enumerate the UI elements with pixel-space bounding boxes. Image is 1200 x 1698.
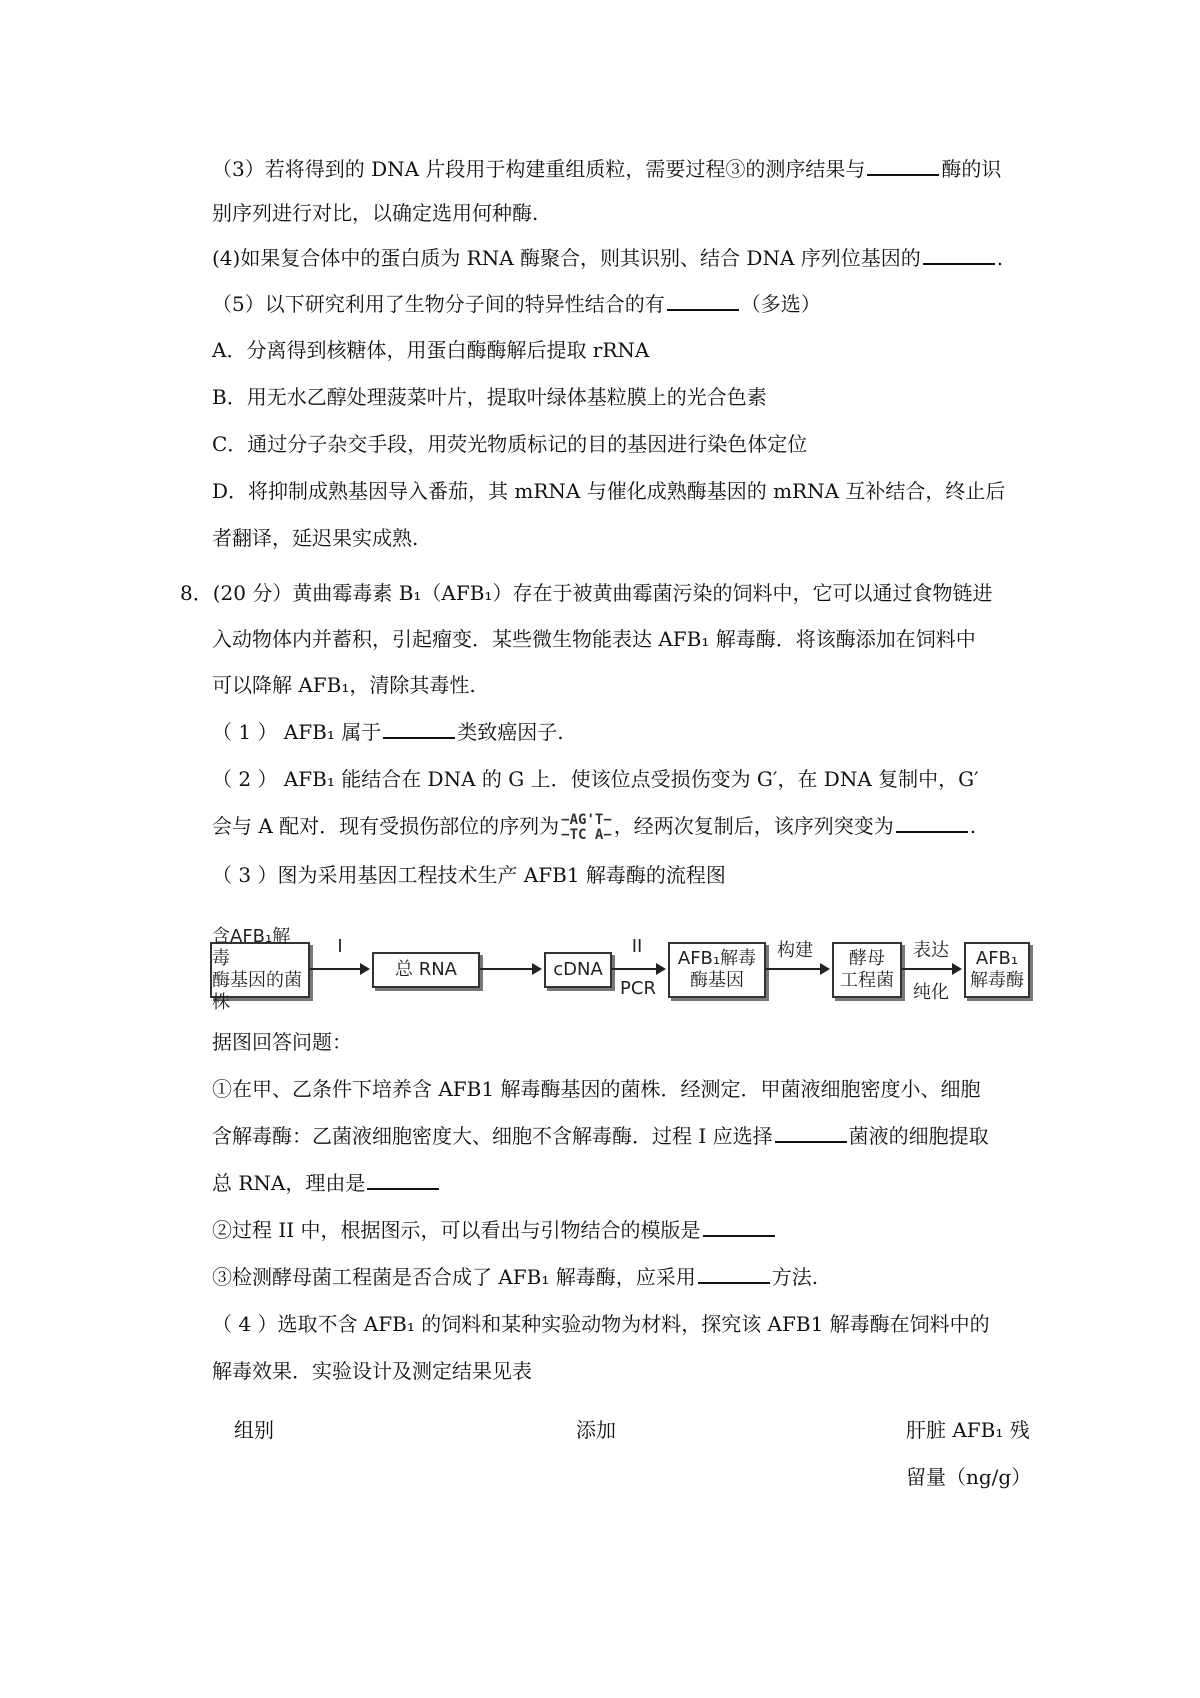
- flow-box-detox-enzyme: [964, 942, 1030, 998]
- flow-arrow-1-label: I: [337, 936, 343, 957]
- q8-c3-text-b: 方法.: [771, 1265, 819, 1289]
- answer-intro-line: [212, 1027, 352, 1057]
- answer-blank[interactable]: [383, 719, 455, 739]
- answer-blank[interactable]: [698, 1264, 770, 1284]
- q7-part4-end: .: [996, 246, 1004, 270]
- q8-intro-line3: [212, 670, 476, 700]
- flow-arrow-3: [612, 968, 664, 970]
- table-header-residue-line2: [906, 1462, 1031, 1492]
- flow-box-yeast-strain: [832, 942, 902, 998]
- q8-intro-text-1: 8．(20 分）黄曲霉毒素 B₁（AFB₁）存在于被黄曲霉菌污染的饲料中，它可以通过食物链进: [180, 581, 993, 605]
- q8-intro-line1: [180, 578, 992, 608]
- answer-blank[interactable]: [703, 1217, 775, 1237]
- option-b-text: B．用无水乙醇处理菠菜叶片，提取叶绿体基粒膜上的光合色素: [212, 385, 767, 409]
- q8-part4-text-1: （ 4 ）选取不含 AFB₁ 的饲料和某种实验动物为材料，探究该 AFB1 解毒酶在饲料中的: [212, 1312, 990, 1336]
- q8-part2-text-1: （ 2 ） AFB₁ 能结合在 DNA 的 G 上．使该位点受损伤变为 G′，在 DNA 复制中，G′: [212, 767, 979, 791]
- flow-arrow-5-top-label: 表达: [913, 940, 949, 961]
- flow-box-detox-gene-line1: AFB₁解毒: [677, 948, 757, 969]
- option-a: [212, 335, 649, 365]
- gene-engineering-flowchart: [210, 922, 1030, 1013]
- q8-c1-line3: [212, 1168, 441, 1198]
- answer-blank[interactable]: [867, 156, 939, 176]
- answer-blank[interactable]: [896, 813, 968, 833]
- option-c-text: C．通过分子杂交手段，用荧光物质标记的目的基因进行染色体定位: [212, 432, 808, 456]
- option-d-text-2: 者翻译，延迟果实成熟.: [212, 526, 419, 550]
- q7-part5-end: （多选）: [740, 292, 821, 316]
- option-c: [212, 429, 807, 459]
- flow-arrow-5-bottom-label: 纯化: [913, 982, 949, 1003]
- q7-part5-line: [212, 289, 821, 319]
- q8-part2-end: .: [969, 814, 977, 838]
- answer-blank[interactable]: [667, 291, 739, 311]
- option-d-line2: [212, 523, 418, 553]
- flow-arrow-4: [766, 968, 828, 970]
- q8-part3-line: [212, 860, 726, 890]
- flow-box-detox-enzyme-line1: AFB₁: [975, 948, 1019, 969]
- q8-part2-text-2a: 会与 A 配对．现有受损伤部位的序列为: [212, 814, 560, 838]
- q8-part1-text-a: （ 1 ） AFB₁ 属于: [212, 720, 382, 744]
- flow-arrow-3-bottom-label: PCR: [620, 978, 656, 999]
- flow-arrow-4-label: 构建: [777, 940, 813, 961]
- q7-part3-text-b: 酶的识: [941, 157, 1002, 181]
- flow-box-cdna: [544, 952, 612, 988]
- option-d-line1: [212, 476, 1005, 506]
- flow-box-detox-gene: [668, 942, 766, 998]
- dna-sequence: [561, 813, 612, 843]
- flow-arrow-1: [310, 968, 368, 970]
- q7-part5-text: （5）以下研究利用了生物分子间的特异性结合的有: [212, 292, 665, 316]
- q8-part4-line1: [212, 1309, 990, 1339]
- flow-box-source-strain-line2: 酶基因的菌株: [212, 970, 302, 1013]
- flow-box-total-rna-text: 总 RNA: [394, 959, 457, 980]
- q8-c1-line1: [212, 1074, 980, 1104]
- q8-intro-line2: [212, 624, 976, 654]
- q7-part3-line2: [212, 198, 538, 228]
- flow-box-source-strain-line1: 含AFB₁解毒: [212, 926, 291, 969]
- flow-arrow-2: [480, 968, 540, 970]
- flow-box-cdna-text: cDNA: [553, 959, 603, 980]
- flow-box-detox-gene-line2: 酶基因: [690, 970, 744, 991]
- answer-blank[interactable]: [775, 1123, 847, 1143]
- flow-box-total-rna: [372, 952, 480, 988]
- q7-part3-text-a: （3）若将得到的 DNA 片段用于构建重组质粒，需要过程③的测序结果与: [212, 157, 866, 181]
- q8-c1-line2: [212, 1121, 989, 1151]
- q8-c3-line: [212, 1262, 818, 1292]
- q8-c1-text-3: 总 RNA，理由是: [212, 1171, 366, 1195]
- option-d-text-1: D．将抑制成熟基因导入番茄，其 mRNA 与催化成熟酶基因的 mRNA 互补结合，终止后: [212, 479, 1006, 503]
- table-header-additive-text: 添加: [576, 1418, 616, 1442]
- flow-box-source-strain: [210, 926, 310, 1013]
- q8-c3-text-a: ③检测酵母菌工程菌是否合成了 AFB₁ 解毒酶，应采用: [212, 1265, 696, 1289]
- flow-arrow-3-top-label: II: [631, 936, 643, 957]
- q8-part3-text: （ 3 ）图为采用基因工程技术生产 AFB1 解毒酶的流程图: [212, 863, 726, 887]
- q8-intro-text-2: 入动物体内并蓄积，引起瘤变．某些微生物能表达 AFB₁ 解毒酶．将该酶添加在饲料中: [212, 627, 976, 651]
- q8-c2-text: ②过程 II 中，根据图示，可以看出与引物结合的模版是: [212, 1218, 701, 1242]
- q8-c1-text-2a: 含解毒酶：乙菌液细胞密度大、细胞不含解毒酶．过程 I 应选择: [212, 1124, 773, 1148]
- q8-part2-line1: [212, 764, 979, 794]
- answer-blank[interactable]: [923, 245, 995, 265]
- q7-part4-text: (4)如果复合体中的蛋白质为 RNA 酶聚合，则其识别、结合 DNA 序列位基因的: [212, 246, 921, 270]
- q8-part1-line: [212, 717, 564, 747]
- sequence-bottom-strand: −TC A−: [561, 826, 612, 843]
- q8-c1-text-1: ①在甲、乙条件下培养含 AFB1 解毒酶基因的菌株．经测定．甲菌液细胞密度小、细胞: [212, 1077, 981, 1101]
- flow-box-yeast-strain-line2: 工程菌: [840, 970, 894, 991]
- table-header-residue-text-2: 留量（ng/g）: [906, 1465, 1032, 1489]
- table-header-group: [234, 1415, 274, 1445]
- answer-blank[interactable]: [367, 1170, 439, 1190]
- q8-part2-line2: [212, 811, 976, 843]
- table-header-residue-text-1: 肝脏 AFB₁ 残: [906, 1418, 1030, 1442]
- q7-part3-line1: [212, 154, 1001, 184]
- q8-c2-line: [212, 1215, 777, 1245]
- sequence-top-strand: −AG'T−: [561, 811, 612, 828]
- answer-intro-text: 据图回答问题：: [212, 1030, 352, 1054]
- flow-box-detox-enzyme-line2: 解毒酶: [970, 970, 1024, 991]
- q7-part3-text-c: 别序列进行对比，以确定选用何种酶.: [212, 201, 539, 225]
- flow-arrow-5: [902, 968, 960, 970]
- option-b: [212, 382, 767, 412]
- q7-part4-line: [212, 243, 1003, 273]
- option-a-text: A．分离得到核糖体，用蛋白酶酶解后提取 rRNA: [212, 338, 650, 362]
- table-header-additive: [576, 1415, 616, 1445]
- q8-part2-text-2b: ，经两次复制后，该序列突变为: [613, 814, 894, 838]
- table-header-residue-line1: [906, 1415, 1030, 1445]
- q8-part4-line2: [212, 1356, 532, 1386]
- q8-part1-text-b: 类致癌因子.: [457, 720, 564, 744]
- q8-c1-text-2b: 菌液的细胞提取: [848, 1124, 989, 1148]
- q8-part4-text-2: 解毒效果．实验设计及测定结果见表: [212, 1359, 532, 1383]
- q8-intro-text-3: 可以降解 AFB₁，清除其毒性.: [212, 673, 476, 697]
- table-header-group-text: 组别: [234, 1418, 274, 1442]
- flow-box-yeast-strain-line1: 酵母: [849, 948, 885, 969]
